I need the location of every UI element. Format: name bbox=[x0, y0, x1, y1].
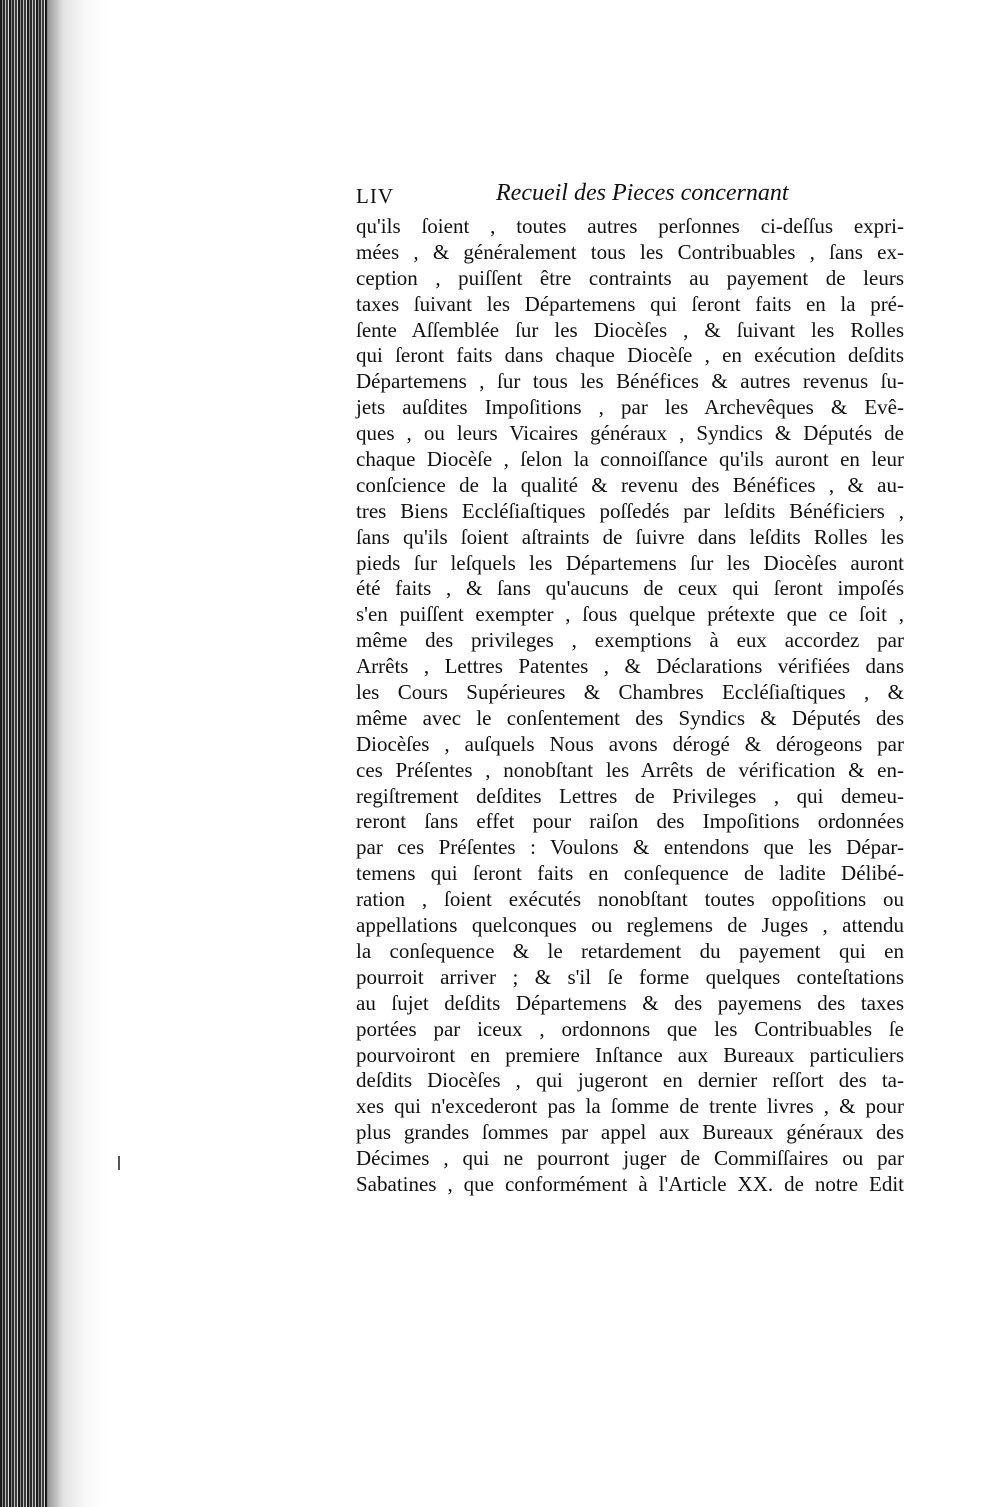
text-line: xes qui n'excederont pas la ſomme de trente livres , & pour bbox=[356, 1094, 904, 1119]
text-line: qu'ils ſoient , toutes autres perſonnes ci-deſſus expri- bbox=[356, 214, 904, 238]
text-line: mées , & généralement tous les Contribuables , ſans ex- bbox=[356, 239, 904, 264]
text-line: Départemens , ſur tous les Bénéfices & autres revenus ſu- bbox=[356, 369, 904, 394]
body-text bbox=[356, 214, 904, 1198]
text-line: au ſujet deſdits Départemens & des payemens des taxes bbox=[356, 990, 904, 1015]
text-line: ception , puiſſent être contraints au payement de leurs bbox=[356, 265, 904, 290]
text-line: jets auſdites Impoſitions , par les Archevêques & Evê- bbox=[356, 395, 904, 420]
text-line: plus grandes ſommes par appel aux Bureaux généraux des bbox=[356, 1120, 904, 1145]
text-line: appellations quelconques ou reglemens de Juges , attendu bbox=[356, 913, 904, 938]
page-gutter-shadow bbox=[48, 0, 108, 1507]
text-line: les Cours Supérieures & Chambres Eccléſiaſtiques , & bbox=[356, 680, 904, 705]
text-line: portées par iceux , ordonnons que les Contribuables ſe bbox=[356, 1016, 904, 1041]
text-line: ces Préſentes , nonobſtant les Arrêts de vérification & en- bbox=[356, 757, 904, 782]
text-line: Arrêts , Lettres Patentes , & Déclarations vérifiées dans bbox=[356, 654, 904, 679]
text-line: même avec le conſentement des Syndics & Députés des bbox=[356, 705, 904, 730]
text-line: ration , ſoient exécutés nonobſtant toutes oppoſitions ou bbox=[356, 887, 904, 912]
text-line: Sabatines , que conformément à l'Article XX. de notre Edit bbox=[356, 1171, 904, 1196]
text-line: deſdits Diocèſes , qui jugeront en dernier reſſort des ta- bbox=[356, 1068, 904, 1093]
text-line: Décimes , qui ne pourront juger de Commiſſaires ou par bbox=[356, 1146, 904, 1171]
text-line: pieds ſur leſquels les Départemens ſur les Diocèſes auront bbox=[356, 550, 904, 575]
text-line: ſans qu'ils ſoient aſtraints de ſuivre dans leſdits Rolles les bbox=[356, 524, 904, 549]
text-line: la conſequence & le retardement du payement qui en bbox=[356, 938, 904, 963]
text-line: même des privileges , exemptions à eux accordez par bbox=[356, 628, 904, 653]
margin-mark bbox=[118, 1156, 120, 1170]
text-line: pourroit arriver ; & s'il ſe forme quelques conteſtations bbox=[356, 964, 904, 989]
text-line: chaque Diocèſe , ſelon la connoiſſance qu'ils auront en leur bbox=[356, 447, 904, 472]
text-line: ſente Aſſemblée ſur les Diocèſes , & ſuivant les Rolles bbox=[356, 317, 904, 342]
text-line: été faits , & ſans qu'aucuns de ceux qui ſeront impoſés bbox=[356, 576, 904, 601]
text-line: conſcience de la qualité & revenu des Bénéfices , & au- bbox=[356, 472, 904, 497]
text-line: s'en puiſſent exempter , ſous quelque prétexte que ce ſoit , bbox=[356, 602, 904, 627]
running-title: Recueil des Pieces concernant bbox=[496, 180, 789, 206]
book-page bbox=[356, 180, 904, 1198]
text-line: Diocèſes , auſquels Nous avons dérogé & dérogeons par bbox=[356, 731, 904, 756]
text-line: ques , ou leurs Vicaires généraux , Syndics & Députés de bbox=[356, 421, 904, 446]
text-line: taxes ſuivant les Départemens qui ſeront faits en la pré- bbox=[356, 291, 904, 316]
text-line: temens qui ſeront faits en conſequence de ladite Délibé- bbox=[356, 861, 904, 886]
book-spine-edge bbox=[0, 0, 48, 1507]
text-line: reront ſans effet pour raiſon des Impoſitions ordonnées bbox=[356, 809, 904, 834]
text-line: pourvoiront en premiere Inſtance aux Bureaux particuliers bbox=[356, 1042, 904, 1067]
text-line: qui ſeront faits dans chaque Diocèſe , en exécution deſdits bbox=[356, 343, 904, 368]
text-line: par ces Préſentes : Voulons & entendons que les Dépar- bbox=[356, 835, 904, 860]
text-line: regiſtrement deſdites Lettres de Privileges , qui demeu- bbox=[356, 783, 904, 808]
page-number: LIV bbox=[356, 184, 394, 208]
text-line: tres Biens Eccléſiaſtiques poſſedés par leſdits Bénéficiers , bbox=[356, 498, 904, 523]
page-header bbox=[356, 180, 904, 210]
